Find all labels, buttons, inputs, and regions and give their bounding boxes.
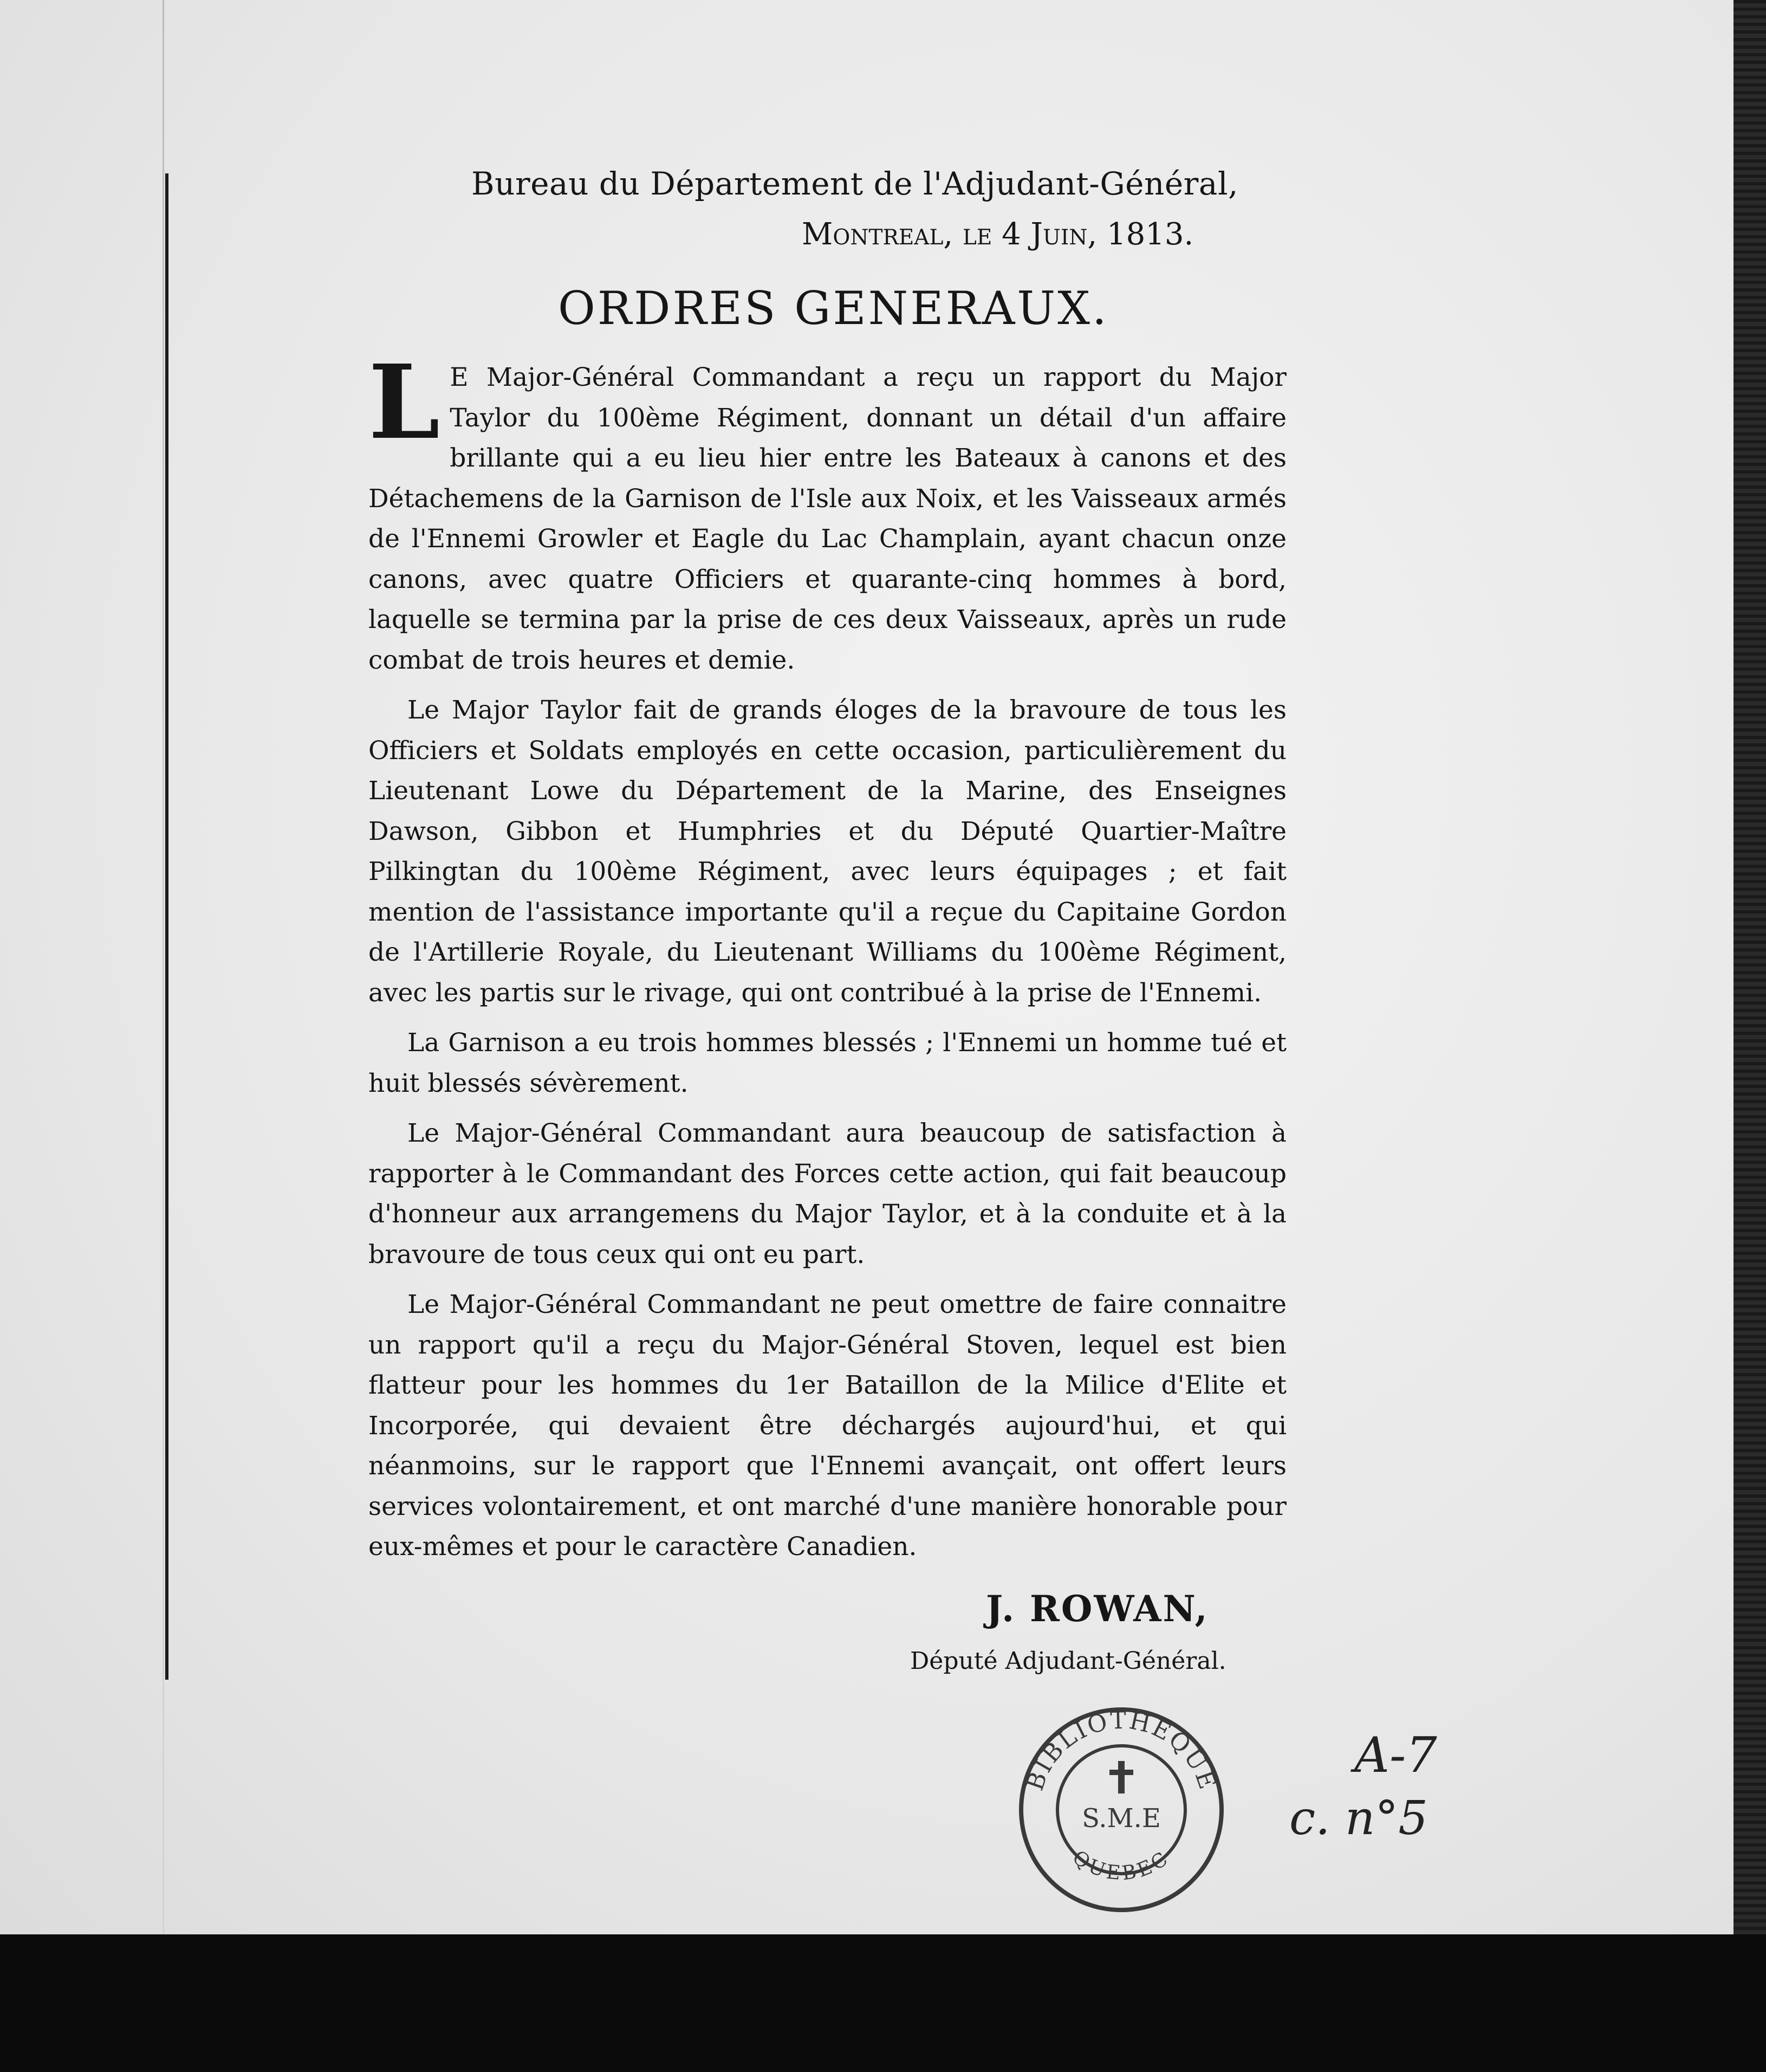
paragraph: Le Major-Général Commandant aura beaucoup de satisfaction à rapporter à le Commandant des Forces cette action, qui fait beaucoup d'honneur aux arrangemens du Major Taylor, et à la conduite et à la bravoure de tous ceux qui ont eu part. (368, 1118, 1287, 1270)
dateline: Montreal, le 4 Juin, 1813. (802, 217, 1194, 252)
drop-cap: L (368, 342, 440, 462)
paragraph: La Garnison a eu trois hommes blessés ; l'Ennemi un homme tué et huit blessés sévèrement. (368, 1028, 1287, 1098)
document-body (368, 342, 1287, 1577)
document-title: ORDRES GENERAUX. (558, 282, 1109, 335)
page-edge (1733, 0, 1766, 1934)
cross-icon (1109, 1761, 1133, 1793)
handwritten-note (1278, 1718, 1495, 1859)
handwritten-line-2: c. n°5 (1289, 1791, 1428, 1846)
paragraph: Le Major-Général Commandant ne peut omettre de faire connaitre un rapport qu'il a reçu du Major-Général Stoven, lequel est bien flatteur pour les hommes du 1er Bataillon de la Milice d'Elite et Incorporée, qui devaient être déchargés aujourd'hui, et qui néanmoins, sur le rapport que l'Ennemi avançait, ont offert leurs services volontairement, et ont marché d'une manière honorable pour eux-mêmes et pour le caractère Canadien. (368, 1290, 1287, 1562)
scan-border (0, 1934, 1766, 2072)
stamp-center-text: S.M.E (1082, 1803, 1161, 1834)
signature: J. ROWAN, (986, 1588, 1209, 1630)
header-line: Bureau du Département de l'Adjudant-Général, (471, 165, 1238, 202)
handwritten-line-1: A-7 (1354, 1727, 1437, 1784)
signature-title: Député Adjudant-Général. (910, 1647, 1226, 1675)
library-stamp (1013, 1701, 1230, 1918)
paper-fold (163, 0, 164, 1934)
margin-rule (165, 173, 168, 1680)
stamp-ring-textpath: BIBLIOTHEQUE (1021, 1706, 1222, 1795)
paragraph-text: E Major-Général Commandant a reçu un rapport du Major Taylor du 100ème Régiment, donnant un détail d'un affaire brillante qui a eu lieu hier entre les Bateaux à canons et des Détachemens de la Garnison de l'Isle aux Noix, et les Vaisseaux armés de l'Ennemi Growler et Eagle du Lac Champlain, ayant chacun onze canons, avec quatre Officiers et quarante-cinq hommes à bord, laquelle se termina par la prise de ces deux Vaisseaux, après un rude combat de trois heures et demie. (368, 362, 1287, 675)
stamp-bottom-text (1068, 1846, 1174, 1885)
paragraph: Le Major Taylor fait de grands éloges de la bravoure de tous les Officiers et Soldats employés en cette occasion, particulièrement du Lieutenant Lowe du Département de la Marine, des Enseignes Dawson, Gibbon et Humphries et du Député Quartier-Maître Pilkingtan du 100ème Régiment, avec leurs équipages ; et fait mention de l'assistance importante qu'il a reçue du Capitaine Gordon de l'Artillerie Royale, du Lieutenant Williams du 100ème Régiment, avec les partis sur le rivage, qui ont contribué à la prise de l'Ennemi. (368, 695, 1287, 1008)
stamp-bottom-textpath: QUEBEC (1068, 1846, 1174, 1885)
paragraph (368, 342, 1287, 681)
